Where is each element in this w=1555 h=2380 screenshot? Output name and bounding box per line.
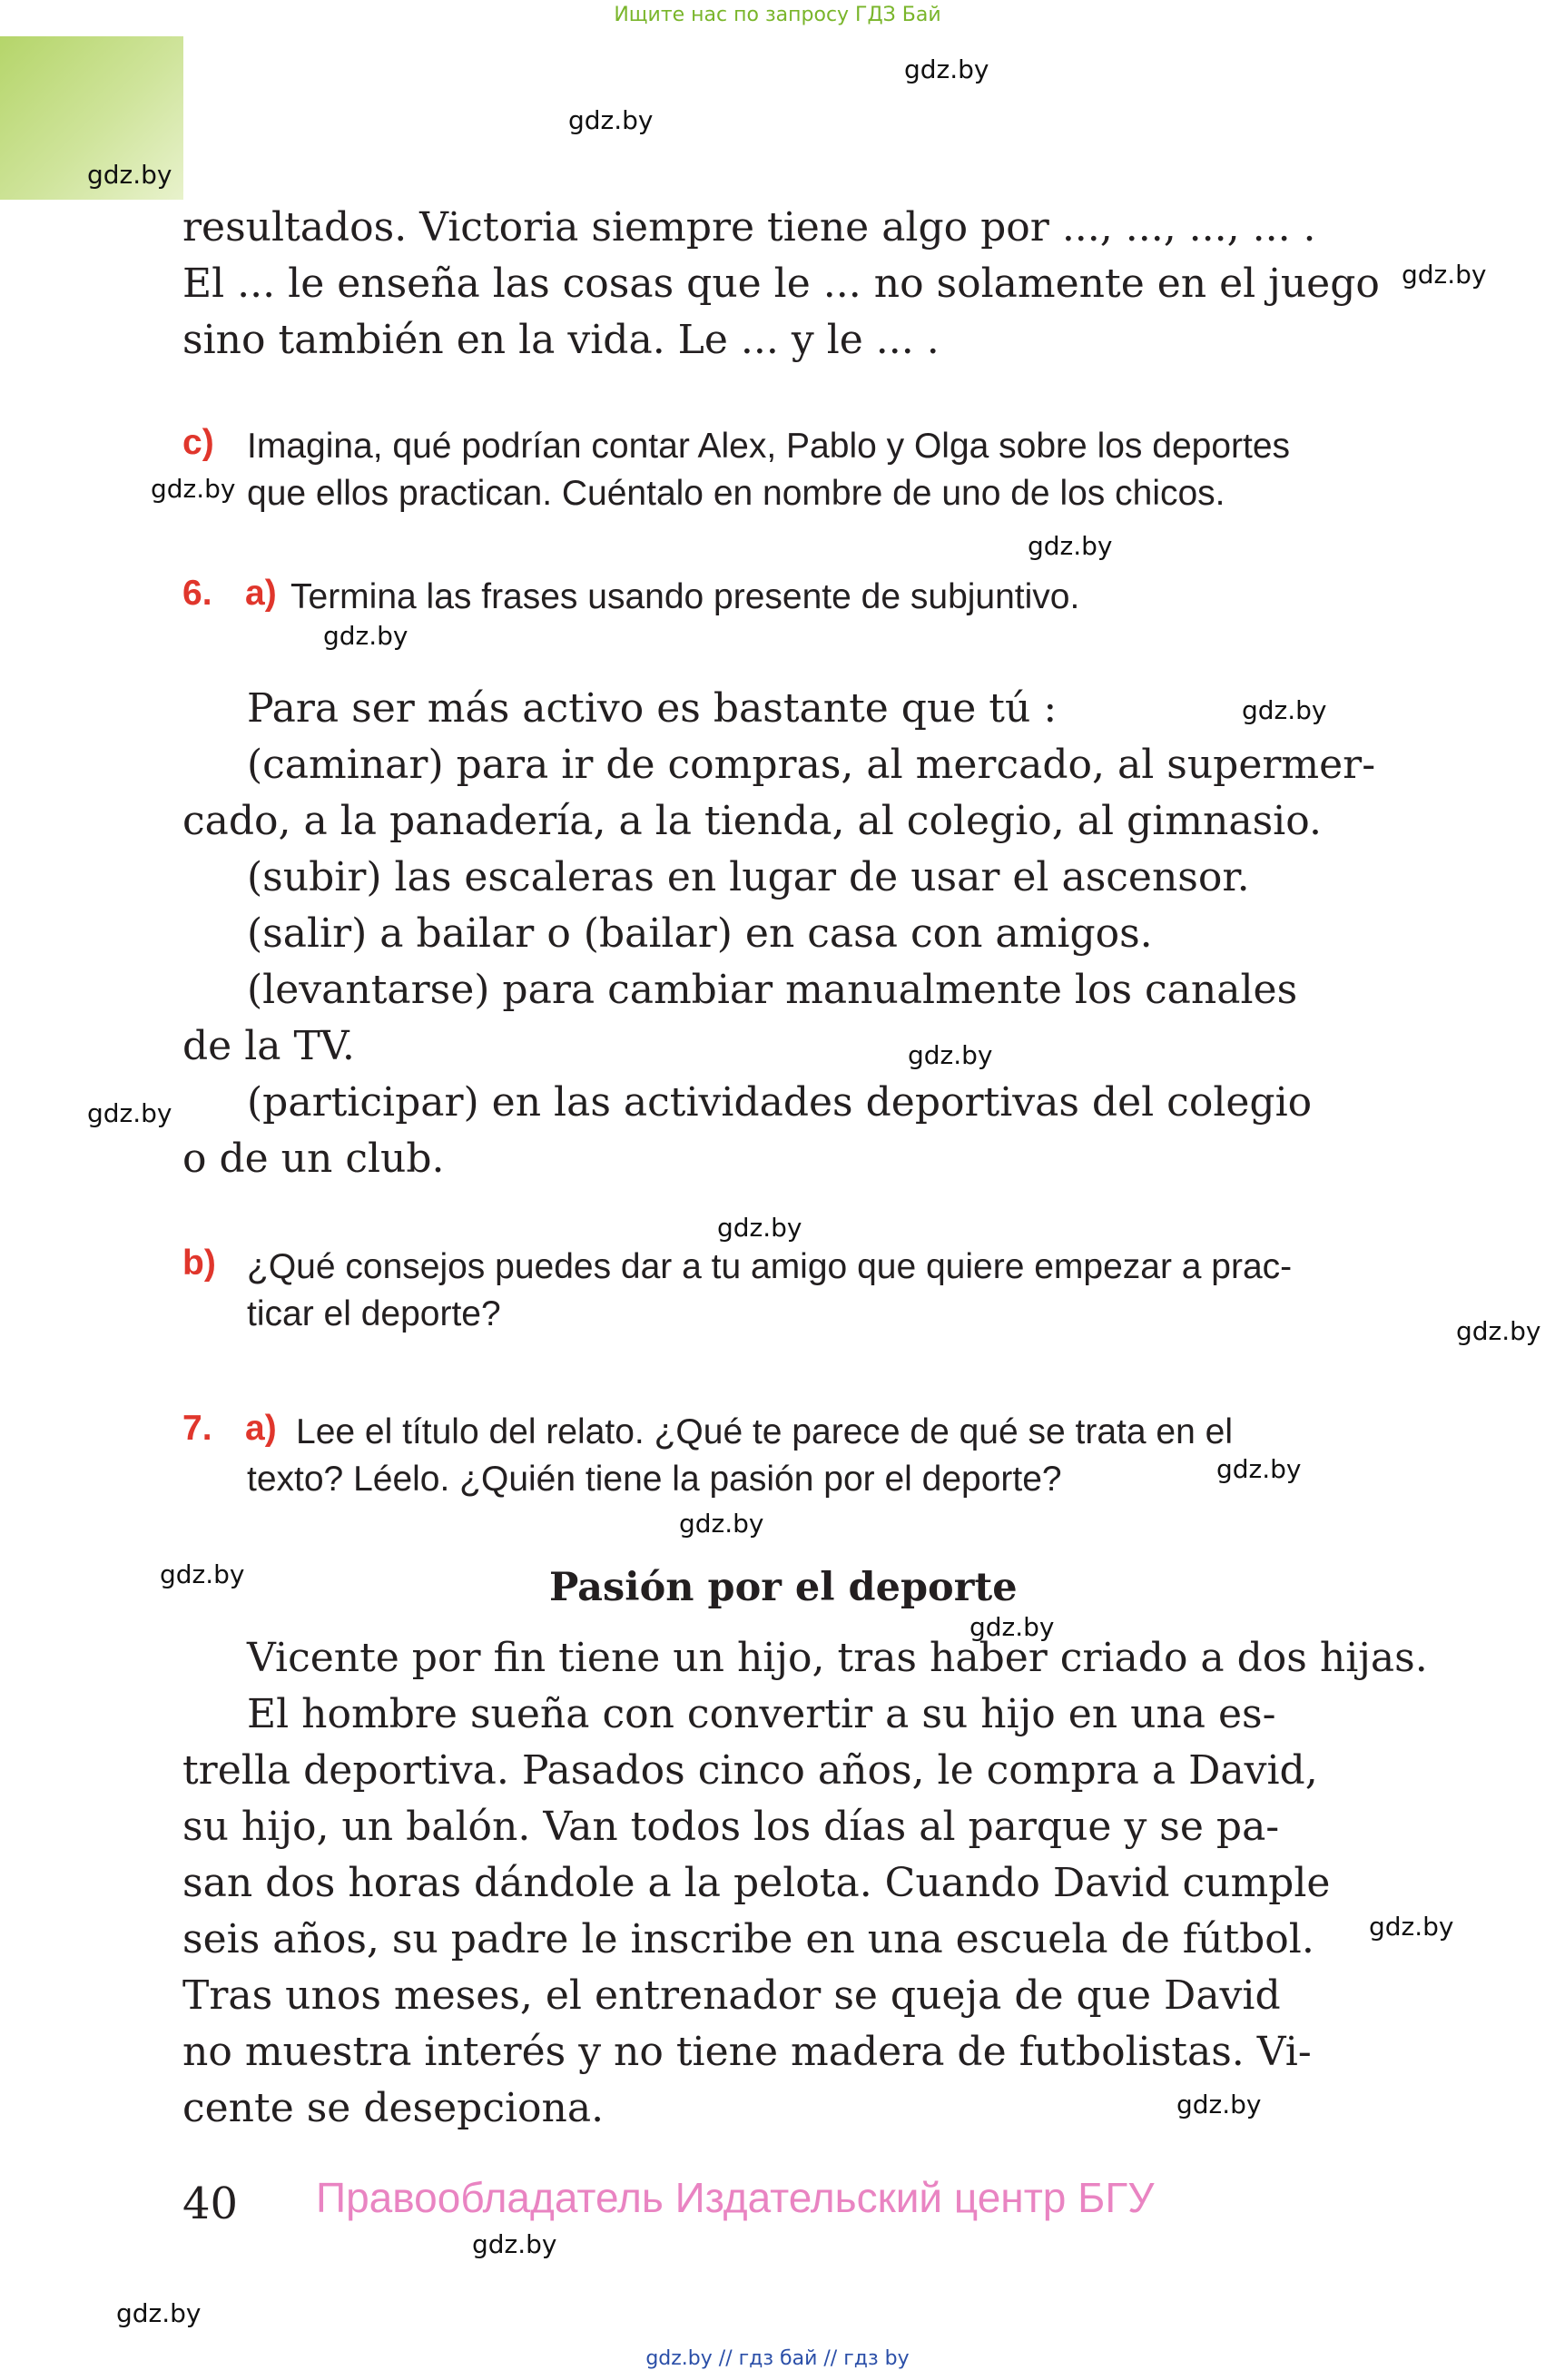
watermark: gdz.by <box>969 1612 1055 1642</box>
task-6-line: Para ser más activo es bastante que tú : <box>247 685 1058 732</box>
task-6b-line: ticar el deporte? <box>247 1294 501 1333</box>
task-6-number: 6. <box>182 574 212 613</box>
task-5c-label: c) <box>182 423 214 462</box>
watermark: gdz.by <box>1028 531 1113 561</box>
story-line: Tras unos meses, el entrenador se queja de que David <box>182 1972 1281 2019</box>
story-line: no muestra interés y no tiene madera de futbolistas. Vi- <box>182 2029 1312 2075</box>
story-line: san dos horas dándole a la pelota. Cuando David cumple <box>182 1860 1331 1906</box>
watermark: gdz.by <box>1456 1316 1541 1346</box>
copyright-notice: Правообладатель Издательский центр БГУ <box>316 2174 1155 2221</box>
task-6-line: (caminar) para ir de compras, al mercado, al supermer- <box>247 742 1376 788</box>
task-6b-line: ¿Qué consejos puedes dar a tu amigo que quiere empezar a prac- <box>247 1247 1293 1286</box>
watermark: gdz.by <box>160 1559 245 1589</box>
watermark: gdz.by <box>1176 2090 1262 2119</box>
watermark: gdz.by <box>87 160 172 190</box>
intro-line: resultados. Victoria siempre tiene algo por ..., ..., ..., ... . <box>182 204 1316 251</box>
task-6b-label: b) <box>182 1244 216 1283</box>
task-7a-line: texto? Léelo. ¿Quién tiene la pasión por el deporte? <box>247 1460 1062 1499</box>
intro-line: El ... le enseña las cosas que le ... no solamente en el juego <box>182 261 1380 307</box>
watermark: gdz.by <box>116 2298 202 2328</box>
task-6-line: (subir) las escaleras en lugar de usar el ascensor. <box>247 854 1250 900</box>
story-line: Vicente por fin tiene un hijo, tras haber criado a dos hijas. <box>247 1635 1428 1681</box>
watermark: gdz.by <box>151 474 236 504</box>
task-6-line: (levantarse) para cambiar manualmente los canales <box>247 967 1298 1013</box>
story-line: su hijo, un balón. Van todos los días al parque y se pa- <box>182 1804 1280 1850</box>
task-5c-line: Imagina, qué podrían contar Alex, Pablo y Olga sobre los deportes <box>247 427 1291 466</box>
watermark: gdz.by <box>908 1040 993 1070</box>
story-line: El hombre sueña con convertir a su hijo en una es- <box>247 1691 1276 1737</box>
story-line: trella deportiva. Pasados cinco años, le compra a David, <box>182 1747 1318 1794</box>
watermark: gdz.by <box>87 1098 172 1128</box>
watermark: gdz.by <box>904 54 989 84</box>
watermark: gdz.by <box>717 1213 802 1243</box>
task-7-number: 7. <box>182 1409 212 1448</box>
task-6-line: o de un club. <box>182 1136 445 1182</box>
task-7a-line: Lee el título del relato. ¿Qué te parece de qué se trata en el <box>296 1412 1233 1451</box>
watermark: gdz.by <box>568 105 654 135</box>
bottom-links[interactable]: gdz.by // гдз бай // гдз by <box>645 2347 910 2370</box>
task-6a-label: a) <box>245 574 277 613</box>
watermark: gdz.by <box>1402 260 1487 290</box>
watermark: gdz.by <box>1369 1912 1454 1942</box>
watermark: gdz.by <box>1216 1454 1302 1484</box>
task-6-line: (participar) en las actividades deportivas del colegio <box>247 1079 1313 1126</box>
watermark: gdz.by <box>1242 695 1327 725</box>
story-line: seis años, su padre le inscribe en una escuela de fútbol. <box>182 1916 1314 1962</box>
task-5c-line: que ellos practican. Cuéntalo en nombre de uno de los chicos. <box>247 474 1225 513</box>
story-title: Pasión por el deporte <box>549 1565 1018 1610</box>
watermark: gdz.by <box>679 1509 764 1539</box>
top-banner[interactable]: Ищите нас по запросу ГДЗ Бай <box>614 4 941 26</box>
watermark: gdz.by <box>323 621 408 651</box>
page-number: 40 <box>182 2178 239 2229</box>
task-6a-text: Termina las frases usando presente de subjuntivo. <box>290 577 1080 616</box>
task-6-line: cado, a la panadería, a la tienda, al colegio, al gimnasio. <box>182 798 1322 844</box>
task-6-line: (salir) a bailar o (bailar) en casa con amigos. <box>247 910 1153 957</box>
task-7a-label: a) <box>245 1409 277 1448</box>
watermark: gdz.by <box>472 2229 557 2259</box>
intro-line: sino también en la vida. Le ... y le ... . <box>182 317 940 363</box>
story-line: cente se desepciona. <box>182 2085 605 2131</box>
task-6-line: de la TV. <box>182 1023 355 1069</box>
